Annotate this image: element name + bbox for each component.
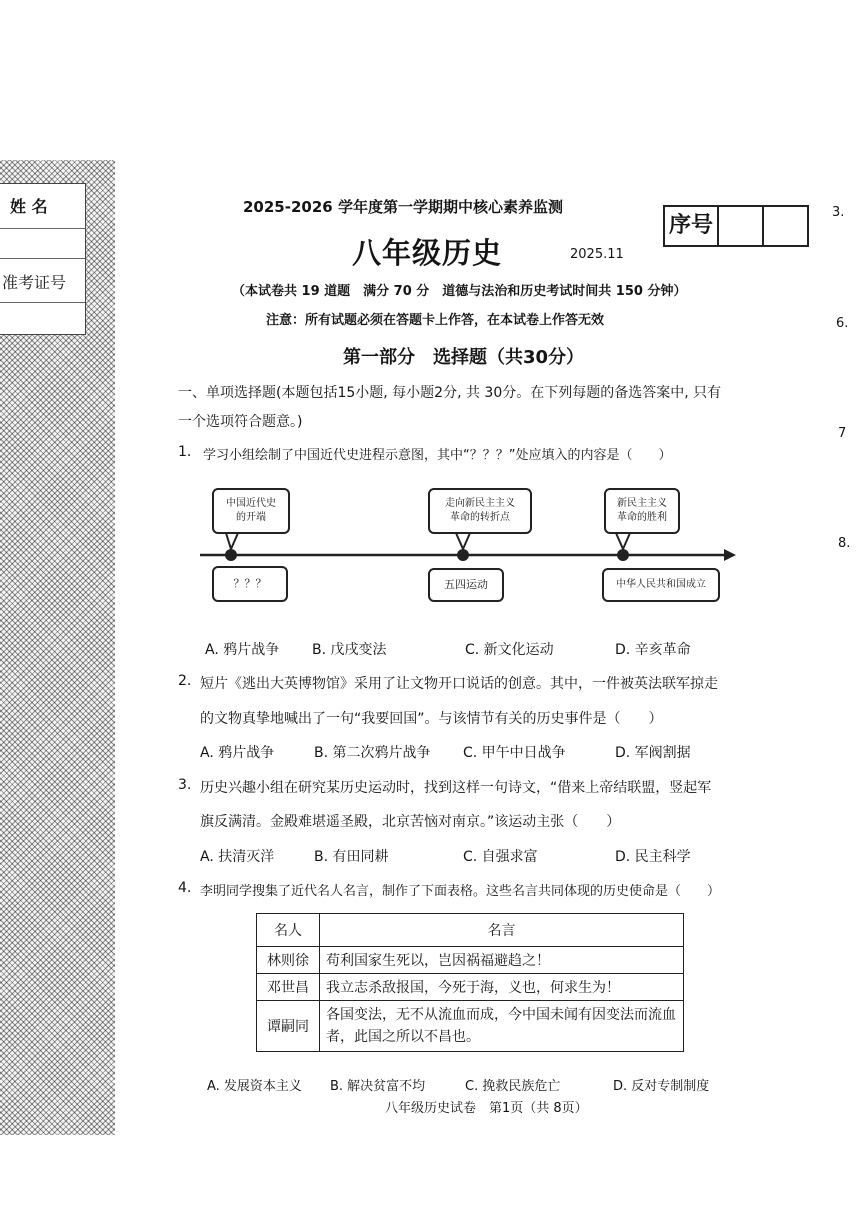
- timeline-node: [225, 549, 237, 561]
- name-label: 姓 名: [10, 197, 48, 216]
- serial-cell: [719, 207, 764, 245]
- q2-option-b[interactable]: B. 第二次鸦片战争: [314, 745, 431, 761]
- callout-tail: [616, 533, 630, 549]
- margin-number: 6.: [836, 316, 849, 331]
- exam-title: 2025-2026 学年度第一学期期中核心素养监测: [243, 198, 563, 216]
- exam-notice: 注意：所有试题必须在答题卡上作答，在本试卷上作答无效: [266, 313, 605, 328]
- exam-id-blank: [0, 302, 85, 335]
- name-row: [0, 184, 85, 229]
- table-cell-quote: 各国变法，无不从流血而成，今中国未闻有因变法而流血者，此国之所以不昌也。: [320, 1001, 684, 1052]
- table-header-quote: 名言: [320, 914, 684, 947]
- q1-option-c[interactable]: C. 新文化运动: [465, 642, 554, 658]
- margin-number: 7: [838, 426, 847, 441]
- exam-id-label: 准考证号: [2, 273, 67, 292]
- page-footer: 八年级历史试卷 第1页（共 8页）: [385, 1101, 588, 1116]
- table-row: [257, 947, 684, 974]
- timeline-box-3: 中华人民共和国成立: [602, 568, 720, 602]
- q2-number: 2.: [178, 673, 192, 689]
- exam-id-row: [0, 258, 85, 303]
- callout-tail: [226, 533, 238, 549]
- timeline-callout-3: 新民主主义 革命的胜利: [604, 488, 680, 534]
- q3-option-d[interactable]: D. 民主科学: [615, 849, 691, 865]
- q2-stem-cont: 的文物真挚地喊出了一句“我要回国”。与该情节有关的历史事件是（ ）: [200, 711, 663, 727]
- timeline-node: [617, 549, 629, 561]
- timeline-callout-2: 走向新民主主义 革命的转折点: [428, 488, 532, 534]
- part1-instructions: 一、单项选择题(本题包括15小题, 每小题2分, 共 30分。在下列每题的备选答案中, 只有: [178, 385, 722, 401]
- exam-info: （本试卷共 19 道题 满分 70 分 道德与法治和历史考试时间共 150 分钟）: [232, 284, 687, 299]
- serial-number-box: [663, 205, 809, 247]
- quotes-table: [256, 913, 684, 1052]
- q4-option-b[interactable]: B. 解决贫富不均: [330, 1079, 426, 1094]
- student-info-box: [0, 183, 86, 335]
- part1-title: 第一部分 选择题（共30分）: [343, 347, 585, 368]
- q3-number: 3.: [178, 777, 192, 793]
- q4-number: 4.: [178, 880, 192, 896]
- serial-label: 序号: [665, 207, 719, 245]
- table-cell-name: 邓世昌: [257, 974, 320, 1001]
- q3-option-a[interactable]: A. 扶清灭洋: [200, 849, 275, 865]
- table-cell-quote: 苟利国家生死以，岂因祸福避趋之！: [320, 947, 684, 974]
- q1-stem: 学习小组绘制了中国近代史进程示意图，其中“？？？”处应填入的内容是（ ）: [203, 448, 672, 463]
- table-header-row: [257, 914, 684, 947]
- name-blank: [0, 228, 85, 259]
- q1-number: 1.: [178, 444, 192, 460]
- q4-option-a[interactable]: A. 发展资本主义: [207, 1079, 302, 1094]
- q1-option-a[interactable]: A. 鸦片战争: [205, 642, 280, 658]
- q4-stem: 李明同学搜集了近代名人名言，制作了下面表格。这些名言共同体现的历史使命是（ ）: [200, 884, 721, 899]
- timeline-box-2: 五四运动: [428, 568, 504, 602]
- q3-option-c[interactable]: C. 自强求富: [463, 849, 538, 865]
- q1-option-d[interactable]: D. 辛亥革命: [615, 642, 691, 658]
- q1-option-b[interactable]: B. 戊戌变法: [312, 642, 387, 658]
- q4-option-c[interactable]: C. 挽救民族危亡: [465, 1079, 561, 1094]
- exam-date: 2025.11: [570, 247, 624, 262]
- margin-number: 3.: [832, 205, 845, 220]
- q4-option-d[interactable]: D. 反对专制制度: [613, 1079, 710, 1094]
- table-row: [257, 1001, 684, 1052]
- q3-stem: 历史兴趣小组在研究某历史运动时，找到这样一句诗文，“借来上帝结联盟，竖起军: [200, 780, 712, 796]
- table-row: [257, 974, 684, 1001]
- table-cell-name: 林则徐: [257, 947, 320, 974]
- part1-instructions-cont: 一个选项符合题意。): [178, 414, 303, 430]
- q2-option-a[interactable]: A. 鸦片战争: [200, 745, 275, 761]
- timeline-arrowhead: [724, 549, 736, 561]
- table-cell-quote: 我立志杀敌报国，今死于海，义也，何求生为！: [320, 974, 684, 1001]
- callout-tail: [456, 533, 470, 549]
- table-header-name: 名人: [257, 914, 320, 947]
- serial-cell: [764, 207, 807, 245]
- timeline-callout-1: 中国近代史 的开端: [212, 488, 290, 534]
- q2-option-c[interactable]: C. 甲午中日战争: [463, 745, 566, 761]
- q2-stem: 短片《逃出大英博物馆》采用了让文物开口说话的创意。其中，一件被英法联军掠走: [200, 676, 718, 692]
- timeline-box-1: ？？？: [212, 566, 288, 602]
- q2-option-d[interactable]: D. 军阀割据: [615, 745, 691, 761]
- subject-title: 八年级历史: [352, 236, 503, 270]
- q3-option-b[interactable]: B. 有田同耕: [314, 849, 389, 865]
- timeline-node: [457, 549, 469, 561]
- q3-stem-cont: 旗反满清。金殿难堪遥圣殿，北京苦恼对南京。”该运动主张（ ）: [200, 814, 621, 830]
- table-cell-name: 谭嗣同: [257, 1001, 320, 1052]
- margin-number: 8.: [838, 536, 851, 551]
